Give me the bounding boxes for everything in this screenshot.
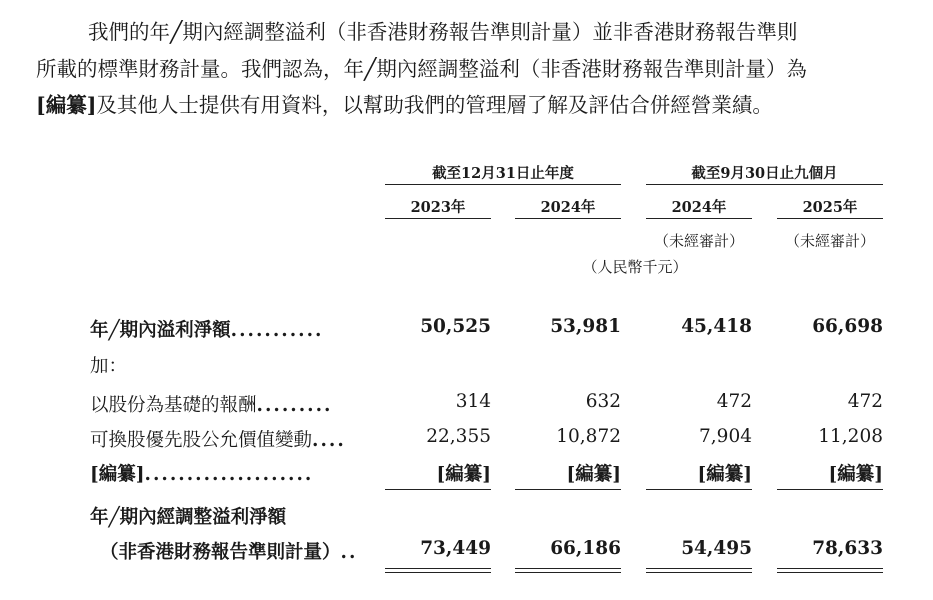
subtotal-rule-4	[777, 489, 883, 490]
row-net-profit-dots: ...........	[230, 320, 324, 341]
row-fv-change-dots: ....	[312, 430, 346, 451]
column-rule-2	[515, 218, 621, 219]
row-fv-change-text: 可換股優先股公允價值變動	[90, 430, 313, 451]
total-double-rule-3	[646, 568, 752, 573]
row-net-profit-label	[90, 316, 324, 342]
row-net-profit-2024: 53,981	[550, 316, 621, 337]
subtotal-rule-2	[515, 489, 621, 490]
header-rule-nine-months	[646, 184, 883, 185]
column-rule-4	[777, 218, 883, 219]
row-fv-change-2024: 10,872	[556, 426, 621, 447]
total-label-line-2	[100, 538, 357, 564]
column-2023: 2023年	[410, 199, 466, 216]
row-net-profit-2025-9m: 66,698	[812, 316, 883, 337]
row-share-comp-2025-9m: 472	[847, 391, 883, 412]
intro-paragraph	[36, 14, 916, 124]
row-redacted-2023: [編纂]	[436, 464, 491, 485]
total-2025-9m: 78,633	[812, 538, 883, 559]
total-2024: 66,186	[550, 538, 621, 559]
paragraph-line-2: 所載的標準財務計量。我們認為，年╱期內經調整溢利（非香港財務報告準則計量）為	[36, 56, 807, 81]
unaudited-note-2025: （未經審計）	[784, 232, 875, 250]
total-double-rule-4	[777, 568, 883, 573]
row-share-comp-2023: 314	[455, 391, 491, 412]
total-2023: 73,449	[420, 538, 491, 559]
row-share-comp-label	[90, 391, 332, 417]
row-share-comp-2024-9m: 472	[716, 391, 752, 412]
row-fv-change-2024-9m: 7,904	[699, 426, 752, 447]
row-redacted-2025-9m: [編纂]	[828, 464, 883, 485]
row-fv-change-2023: 22,355	[426, 426, 491, 447]
total-label-line-1: 年╱期內經調整溢利淨額	[90, 507, 287, 528]
row-net-profit-2024-9m: 45,418	[681, 316, 752, 337]
row-fv-change-2025-9m: 11,208	[818, 426, 883, 447]
row-redacted-dots: ....................	[144, 464, 314, 485]
column-rule-1	[385, 218, 491, 219]
header-nine-months: 截至9月30日止九個月	[691, 165, 838, 182]
paragraph-line-1: 我們的年╱期內經調整溢利（非香港財務報告準則計量）並非香港財務報告準則	[88, 20, 798, 44]
unaudited-note-2024: （未經審計）	[653, 232, 744, 250]
row-net-profit-text: 年╱期內溢利淨額	[90, 320, 231, 341]
row-net-profit-2023: 50,525	[420, 316, 491, 337]
total-dots: ..	[340, 542, 358, 563]
row-redacted-2024-9m: [編纂]	[697, 464, 752, 485]
column-2024: 2024年	[540, 199, 596, 216]
paragraph-line-3	[36, 87, 916, 124]
row-share-comp-text: 以股份為基礎的報酬	[90, 395, 257, 416]
paragraph-line-3-text: 及其他人士提供有用資料，以幫助我們的管理層了解及評估合併經營業績。	[96, 93, 773, 117]
row-redacted-label	[90, 460, 313, 486]
header-rule-year-end	[385, 184, 621, 185]
header-year-end: 截至12月31日止年度	[432, 165, 574, 182]
row-share-comp-dots: .........	[256, 395, 333, 416]
unit-label: （人民幣千元）	[582, 258, 688, 276]
column-2024-9m: 2024年	[671, 199, 727, 216]
redacted-marker: [編纂]	[36, 93, 97, 117]
row-add-label: 加：	[90, 356, 128, 377]
column-rule-3	[646, 218, 752, 219]
subtotal-rule-3	[646, 489, 752, 490]
column-2025-9m: 2025年	[802, 199, 858, 216]
total-double-rule-1	[385, 568, 491, 573]
total-2024-9m: 54,495	[681, 538, 752, 559]
row-redacted-text: [編纂]	[90, 464, 145, 485]
total-label-line-2-text: （非香港財務報告準則計量）	[100, 542, 341, 563]
row-share-comp-2024: 632	[585, 391, 621, 412]
row-redacted-2024: [編纂]	[566, 464, 621, 485]
row-fv-change-label	[90, 426, 346, 452]
subtotal-rule-1	[385, 489, 491, 490]
total-double-rule-2	[515, 568, 621, 573]
